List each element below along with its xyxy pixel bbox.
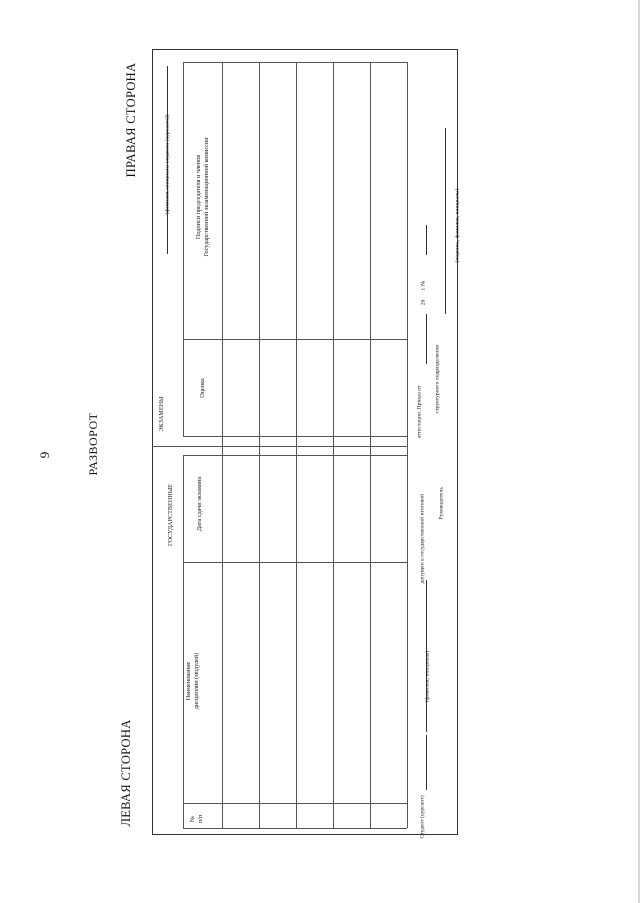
col-header-signature-l1: Подписи председателя и членов <box>195 154 202 240</box>
footer-unit-text: структурного подразделения <box>434 345 441 414</box>
col-header-signature <box>195 127 211 267</box>
table-row[interactable] <box>334 63 370 828</box>
spine-divider <box>152 442 153 452</box>
col-header-discipline-l2: дисциплин (модулей) <box>192 652 200 710</box>
section-title-left: ГОСУДАРСТВЕННЫЕ <box>167 484 174 546</box>
footer-number-text: г. № <box>420 280 427 291</box>
col-header-grade: Оценка <box>199 378 206 398</box>
order-number-blank <box>426 225 427 255</box>
footer-admitted-text: допущен к государственной итоговой <box>419 493 426 584</box>
table-row[interactable] <box>297 63 333 828</box>
grid-hline-left-bottom <box>183 828 407 829</box>
footer-head-label: Руководитель <box>438 487 445 520</box>
col-header-exam-date: Дата сдачи экзамина <box>196 476 203 532</box>
col-header-number-l1: № <box>189 816 196 822</box>
section-title-right: ЭКЗАМЕНЫ <box>158 396 165 432</box>
page-number: 9 <box>37 451 52 459</box>
col-header-number <box>189 809 205 829</box>
head-sign-blank <box>445 128 446 314</box>
footer-student-label: Студент (курсант) <box>419 795 426 839</box>
grid-vline-header-right <box>183 62 184 436</box>
grid-vline-header-left <box>183 455 184 828</box>
col-header-discipline-l1: Наименование <box>185 661 192 701</box>
footer-attestation-text: аттестации. Приказ от <box>416 385 423 439</box>
student-name-caption: (фамилия, инициалы студента (курсанта)) <box>164 114 171 215</box>
table-row[interactable] <box>371 63 407 828</box>
table-row[interactable] <box>260 63 296 828</box>
left-side-label: ЛЕВАЯ СТОРОНА <box>119 719 133 827</box>
footer-name-caption: (фамилия, инициалы) <box>424 650 431 703</box>
col-header-discipline <box>185 641 201 721</box>
grid-vline-bottom <box>407 62 408 828</box>
col-header-signature-l2: Государственной экзаменационной комиссии <box>202 137 210 257</box>
right-side-label: ПРАВАЯ СТОРОНА <box>124 62 138 178</box>
col-header-number-l2: п/п <box>196 814 204 824</box>
order-date-blank <box>426 314 427 364</box>
footer-year-text: 20 <box>420 299 427 306</box>
footer-sign-caption: (подпись, фамилия, инициалы) <box>454 188 461 263</box>
table-row[interactable] <box>223 63 259 828</box>
student-blank-line <box>426 735 427 790</box>
spread-title: РАЗВОРОТ <box>86 412 100 476</box>
